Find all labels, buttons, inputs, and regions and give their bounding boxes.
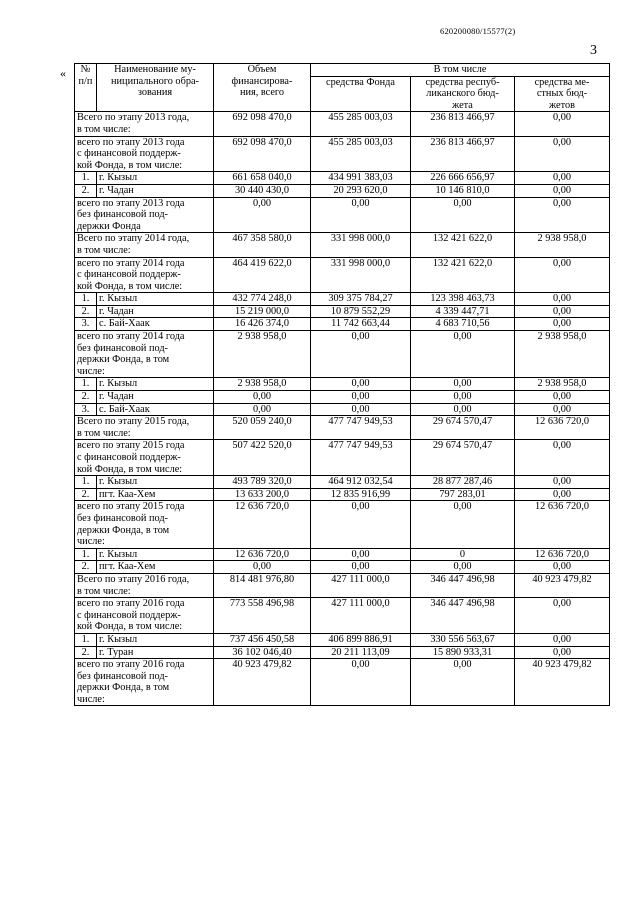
- table-row: [75, 172, 610, 185]
- table-row-total: [75, 416, 610, 440]
- local-budget-amount: 0,00: [515, 391, 610, 404]
- fund-amount: 406 899 886,91: [311, 633, 411, 646]
- table-row-total: [75, 331, 610, 378]
- col-municipality-header: Наименование му- ниципального обра- зования: [97, 64, 214, 112]
- local-budget-amount: 0,00: [515, 561, 610, 574]
- local-budget-amount: 0,00: [515, 172, 610, 185]
- local-budget-amount: 40 923 479,82: [515, 659, 610, 706]
- row-number: 1.: [75, 548, 97, 561]
- republic-budget-amount: 0,00: [411, 501, 515, 548]
- total-amount: 692 098 470,0: [214, 112, 311, 136]
- republic-budget-amount: 236 813 466,97: [411, 112, 515, 136]
- total-amount: 12 636 720,0: [214, 548, 311, 561]
- local-budget-amount: 2 938 958,0: [515, 233, 610, 257]
- fund-amount: 464 912 032,54: [311, 476, 411, 489]
- table-row: [75, 403, 610, 416]
- fund-amount: 427 111 000,0: [311, 598, 411, 634]
- local-budget-amount: 12 636 720,0: [515, 501, 610, 548]
- fund-amount: 20 211 113,09: [311, 646, 411, 659]
- fund-amount: 455 285 003,03: [311, 136, 411, 172]
- table-row-total: [75, 233, 610, 257]
- local-budget-amount: 0,00: [515, 112, 610, 136]
- total-amount: 30 440 430,0: [214, 184, 311, 197]
- row-number: 3.: [75, 318, 97, 331]
- total-amount: 0,00: [214, 391, 311, 404]
- local-budget-amount: 0,00: [515, 440, 610, 476]
- municipality-name: с. Бай-Хаак: [97, 318, 214, 331]
- table-row: [75, 378, 610, 391]
- total-amount: 692 098 470,0: [214, 136, 311, 172]
- republic-budget-amount: 0,00: [411, 378, 515, 391]
- row-label: всего по этапу 2015 года с финансовой поддерж- кой Фонда, в том числе:: [75, 440, 214, 476]
- document-number: 620200080/15577(2): [440, 26, 516, 36]
- total-amount: 2 938 958,0: [214, 331, 311, 378]
- municipality-name: г. Кызыл: [97, 476, 214, 489]
- republic-budget-amount: 4 683 710,56: [411, 318, 515, 331]
- local-budget-amount: 2 938 958,0: [515, 331, 610, 378]
- fund-amount: 0,00: [311, 378, 411, 391]
- row-number: 1.: [75, 172, 97, 185]
- row-label: всего по этапу 2013 года с финансовой поддерж- кой Фонда, в том числе:: [75, 136, 214, 172]
- republic-budget-amount: 0,00: [411, 197, 515, 233]
- republic-budget-amount: 330 556 563,67: [411, 633, 515, 646]
- row-number: 1.: [75, 633, 97, 646]
- republic-budget-amount: 15 890 933,31: [411, 646, 515, 659]
- fund-amount: 0,00: [311, 403, 411, 416]
- table-row-total: [75, 197, 610, 233]
- fund-amount: 0,00: [311, 391, 411, 404]
- fund-amount: 331 998 000,0: [311, 233, 411, 257]
- local-budget-amount: 0,00: [515, 633, 610, 646]
- total-amount: 520 059 240,0: [214, 416, 311, 440]
- republic-budget-amount: 346 447 496,98: [411, 598, 515, 634]
- total-amount: 36 102 046,40: [214, 646, 311, 659]
- col-local-budget-header: средства ме- стных бюд- жетов: [515, 76, 610, 112]
- total-amount: 0,00: [214, 197, 311, 233]
- total-amount: 507 422 520,0: [214, 440, 311, 476]
- table-row-total: [75, 501, 610, 548]
- total-amount: 13 633 200,0: [214, 488, 311, 501]
- financing-table: [74, 63, 610, 706]
- table-row-total: [75, 598, 610, 634]
- row-label: всего по этапу 2015 года без финансовой под- держки Фонда, в том числе:: [75, 501, 214, 548]
- col-including-header: В том числе: [311, 64, 610, 77]
- total-amount: 432 774 248,0: [214, 293, 311, 306]
- fund-amount: 331 998 000,0: [311, 257, 411, 293]
- total-amount: 16 426 374,0: [214, 318, 311, 331]
- republic-budget-amount: 236 813 466,97: [411, 136, 515, 172]
- table-row-total: [75, 659, 610, 706]
- fund-amount: 0,00: [311, 659, 411, 706]
- local-budget-amount: 0,00: [515, 293, 610, 306]
- table-row: [75, 318, 610, 331]
- row-label: Всего по этапу 2014 года, в том числе:: [75, 233, 214, 257]
- fund-amount: 0,00: [311, 561, 411, 574]
- total-amount: 2 938 958,0: [214, 378, 311, 391]
- table-row: [75, 184, 610, 197]
- municipality-name: с. Бай-Хаак: [97, 403, 214, 416]
- local-budget-amount: 0,00: [515, 318, 610, 331]
- local-budget-amount: 0,00: [515, 476, 610, 489]
- page-number: 3: [590, 43, 597, 58]
- table-body: [75, 112, 610, 706]
- fund-amount: 20 293 620,0: [311, 184, 411, 197]
- row-label: Всего по этапу 2013 года, в том числе:: [75, 112, 214, 136]
- fund-amount: 11 742 663,44: [311, 318, 411, 331]
- fund-amount: 477 747 949,53: [311, 440, 411, 476]
- republic-budget-amount: 0: [411, 548, 515, 561]
- republic-budget-amount: 226 666 656,97: [411, 172, 515, 185]
- row-number: 1.: [75, 378, 97, 391]
- table-row: [75, 548, 610, 561]
- opening-quote: «: [60, 66, 66, 80]
- row-label: всего по этапу 2013 года без финансовой под- держки Фонда: [75, 197, 214, 233]
- col-total-header: Объем финансирова- ния, всего: [214, 64, 311, 112]
- total-amount: 814 481 976,80: [214, 573, 311, 597]
- fund-amount: 0,00: [311, 331, 411, 378]
- table-row-total: [75, 136, 610, 172]
- fund-amount: 477 747 949,53: [311, 416, 411, 440]
- total-amount: 493 789 320,0: [214, 476, 311, 489]
- local-budget-amount: 0,00: [515, 646, 610, 659]
- fund-amount: 0,00: [311, 197, 411, 233]
- row-number: 3.: [75, 403, 97, 416]
- republic-budget-amount: 132 421 622,0: [411, 257, 515, 293]
- row-label: всего по этапу 2014 года без финансовой под- держки Фонда, в том числе:: [75, 331, 214, 378]
- row-number: 2.: [75, 561, 97, 574]
- local-budget-amount: 0,00: [515, 184, 610, 197]
- municipality-name: г. Кызыл: [97, 293, 214, 306]
- municipality-name: г. Чадан: [97, 184, 214, 197]
- municipality-name: г. Туран: [97, 646, 214, 659]
- total-amount: 15 219 000,0: [214, 305, 311, 318]
- total-amount: 40 923 479,82: [214, 659, 311, 706]
- fund-amount: 434 991 383,03: [311, 172, 411, 185]
- col-fund-header: средства Фонда: [311, 76, 411, 112]
- municipality-name: г. Чадан: [97, 305, 214, 318]
- local-budget-amount: 2 938 958,0: [515, 378, 610, 391]
- table-row-total: [75, 440, 610, 476]
- table-row: [75, 633, 610, 646]
- municipality-name: г. Чадан: [97, 391, 214, 404]
- republic-budget-amount: 0,00: [411, 331, 515, 378]
- table-row-total: [75, 573, 610, 597]
- row-label: всего по этапу 2014 года с финансовой поддерж- кой Фонда, в том числе:: [75, 257, 214, 293]
- local-budget-amount: 0,00: [515, 598, 610, 634]
- total-amount: 464 419 622,0: [214, 257, 311, 293]
- municipality-name: г. Кызыл: [97, 633, 214, 646]
- table-row: [75, 488, 610, 501]
- local-budget-amount: 0,00: [515, 257, 610, 293]
- row-label: всего по этапу 2016 года с финансовой поддерж- кой Фонда, в том числе:: [75, 598, 214, 634]
- republic-budget-amount: 0,00: [411, 391, 515, 404]
- republic-budget-amount: 0,00: [411, 659, 515, 706]
- local-budget-amount: 0,00: [515, 488, 610, 501]
- municipality-name: г. Кызыл: [97, 378, 214, 391]
- table-row: [75, 561, 610, 574]
- table-row: [75, 391, 610, 404]
- row-number: 1.: [75, 476, 97, 489]
- local-budget-amount: 12 636 720,0: [515, 548, 610, 561]
- republic-budget-amount: 0,00: [411, 561, 515, 574]
- fund-amount: 12 835 916,99: [311, 488, 411, 501]
- row-label: всего по этапу 2016 года без финансовой под- держки Фонда, в том числе:: [75, 659, 214, 706]
- fund-amount: 455 285 003,03: [311, 112, 411, 136]
- local-budget-amount: 0,00: [515, 136, 610, 172]
- row-number: 2.: [75, 391, 97, 404]
- table-row-total: [75, 112, 610, 136]
- table-row: [75, 476, 610, 489]
- total-amount: 773 558 496,98: [214, 598, 311, 634]
- republic-budget-amount: 132 421 622,0: [411, 233, 515, 257]
- republic-budget-amount: 123 398 463,73: [411, 293, 515, 306]
- fund-amount: 10 879 552,29: [311, 305, 411, 318]
- local-budget-amount: 0,00: [515, 305, 610, 318]
- total-amount: 12 636 720,0: [214, 501, 311, 548]
- total-amount: 0,00: [214, 561, 311, 574]
- municipality-name: пгт. Каа-Хем: [97, 561, 214, 574]
- table-row: [75, 646, 610, 659]
- municipality-name: г. Кызыл: [97, 548, 214, 561]
- local-budget-amount: 12 636 720,0: [515, 416, 610, 440]
- republic-budget-amount: 0,00: [411, 403, 515, 416]
- table-row: [75, 305, 610, 318]
- fund-amount: 427 111 000,0: [311, 573, 411, 597]
- republic-budget-amount: 4 339 447,71: [411, 305, 515, 318]
- row-label: Всего по этапу 2015 года, в том числе:: [75, 416, 214, 440]
- total-amount: 467 358 580,0: [214, 233, 311, 257]
- row-label: Всего по этапу 2016 года, в том числе:: [75, 573, 214, 597]
- row-number: 2.: [75, 488, 97, 501]
- table-header: [75, 64, 610, 112]
- fund-amount: 0,00: [311, 501, 411, 548]
- fund-amount: 309 375 784,27: [311, 293, 411, 306]
- local-budget-amount: 0,00: [515, 197, 610, 233]
- republic-budget-amount: 29 674 570,47: [411, 440, 515, 476]
- col-number-header: № п/п: [75, 64, 97, 112]
- republic-budget-amount: 797 283,01: [411, 488, 515, 501]
- municipality-name: г. Кызыл: [97, 172, 214, 185]
- total-amount: 661 658 040,0: [214, 172, 311, 185]
- republic-budget-amount: 29 674 570,47: [411, 416, 515, 440]
- table-row-total: [75, 257, 610, 293]
- local-budget-amount: 40 923 479,82: [515, 573, 610, 597]
- total-amount: 0,00: [214, 403, 311, 416]
- row-number: 2.: [75, 305, 97, 318]
- local-budget-amount: 0,00: [515, 403, 610, 416]
- row-number: 2.: [75, 184, 97, 197]
- fund-amount: 0,00: [311, 548, 411, 561]
- row-number: 1.: [75, 293, 97, 306]
- total-amount: 737 456 450,58: [214, 633, 311, 646]
- republic-budget-amount: 346 447 496,98: [411, 573, 515, 597]
- table-row: [75, 293, 610, 306]
- municipality-name: пгт. Каа-Хем: [97, 488, 214, 501]
- republic-budget-amount: 10 146 810,0: [411, 184, 515, 197]
- republic-budget-amount: 28 877 287,46: [411, 476, 515, 489]
- row-number: 2.: [75, 646, 97, 659]
- col-republic-budget-header: средства респуб- ликанского бюд- жета: [411, 76, 515, 112]
